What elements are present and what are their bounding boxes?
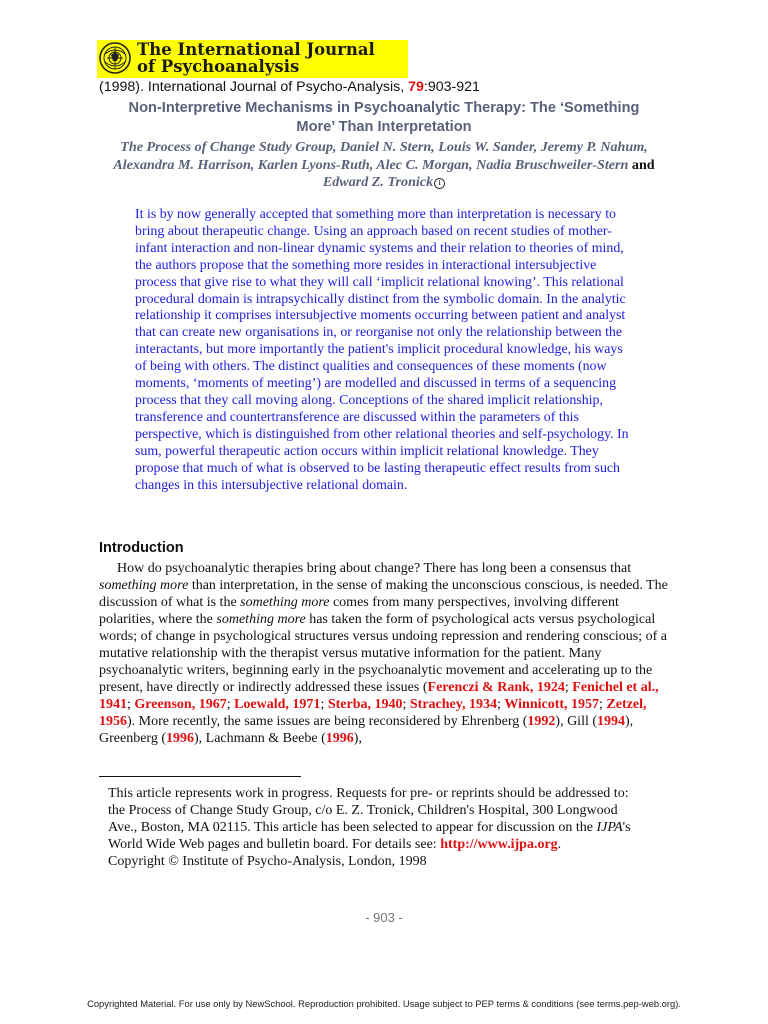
footnote-text: . bbox=[557, 837, 562, 852]
reference-link-fenichel[interactable]: Fenichel et al., 1941 bbox=[99, 680, 659, 712]
intro-text: ), Gill ( bbox=[555, 714, 598, 729]
reference-link-zetzel[interactable]: Zetzel, 1956 bbox=[99, 697, 647, 729]
reference-link-gill[interactable]: 1994 bbox=[597, 714, 626, 729]
reference-link-greenberg[interactable]: 1996 bbox=[166, 731, 194, 746]
footnote-journal-abbrev: IJPA bbox=[596, 820, 623, 835]
journal-name-line2: of Psychoanalysis bbox=[137, 57, 300, 76]
intro-text: comes from many perspectives, involving different polarities, where the bbox=[99, 595, 619, 627]
intro-text: ), Greenberg ( bbox=[99, 714, 634, 746]
article-title-line2: More’ Than Interpretation bbox=[296, 119, 472, 135]
authors-and: and bbox=[631, 156, 655, 173]
reference-link-sterba[interactable]: Sterba, 1940 bbox=[327, 697, 403, 712]
abstract-text: It is by now generally accepted that something more than interpretation is necessary to bring about therapeutic change. Using an approach based on recent studies of mother-infant interaction and non-linear dynamic systems and their relation to theories of mind, the authors propose that the something more resides in interactional intersubjective process that give rise to what they will call ‘implicit relational knowing’. This relational procedural domain is intrapsychically distinct from the symbolic domain. In the analytic relationship it comprises intersubjective moments occurring between patient and analyst that can create new organisations in, or reorganise not only the relationship between the interactants, but more importantly the patient's implicit procedural knowledge, his ways of being with others. The distinct qualities and consequences of these moments (now moments, ‘moments of meeting’) are modelled and discussed in terms of a sequencing process that they call moving along. Conceptions of the shared implicit relationship, transference and countertransference are discussed within the parameters of this perspective, which is distinguished from other relational theories and self-psychology. In sum, powerful therapeutic action occurs within implicit relational knowledge. They propose that much of what is observed to be lasting therapeutic effect results from such changes in this intersubjective relational domain. bbox=[135, 207, 629, 493]
citation-prefix: (1998). International Journal of Psycho-Analysis, bbox=[99, 79, 409, 95]
intro-separator: ; bbox=[226, 697, 235, 712]
intro-text: than interpretation, in the sense of making the unconscious conscious, is needed. The discussion of what is the bbox=[99, 578, 668, 610]
volume-link[interactable]: 79 bbox=[408, 79, 424, 95]
authors-main[interactable]: The Process of Change Study Group, Daniel N. Stern, Louis W. Sander, Jeremy P. Nahum, Alexandra M. Harrison, Karlen Lyons-Ruth, Alec C. Morgan, Nadia Bruschweiler-Stern bbox=[113, 139, 648, 173]
intro-separator: ; bbox=[564, 680, 573, 695]
journal-name bbox=[137, 41, 375, 75]
intro-separator: ; bbox=[497, 697, 505, 712]
intro-separator: ; bbox=[599, 697, 607, 712]
journal-name-line1: The International Journal bbox=[137, 40, 375, 59]
footnote bbox=[108, 785, 648, 870]
page-number: - 903 - bbox=[365, 910, 403, 925]
intro-text: ), bbox=[353, 731, 362, 746]
website-link[interactable]: http://www.ijpa.org bbox=[440, 837, 558, 852]
footnote-text: 's World Wide Web pages and bulletin board. For details see: bbox=[108, 820, 631, 852]
intro-emphasis: something more bbox=[216, 612, 306, 627]
reference-link-winnicott[interactable]: Winnicott, 1957 bbox=[504, 697, 600, 712]
footnote-text: This article represents work in progress. Requests for pre- or reprints should be addressed to: the Process of Change Study Group, c/o E. Z. Tronick, Children's Hospital, 300 Longwood Ave., Boston, MA 02115. This article has been selected to appear for discussion on the bbox=[108, 786, 629, 835]
introduction-paragraph bbox=[99, 560, 671, 747]
citation-pages: :903-921 bbox=[423, 79, 480, 95]
reference-link-ehrenberg[interactable]: 1992 bbox=[527, 714, 556, 729]
intro-text: ). More recently, the same issues are being reconsidered by Ehrenberg ( bbox=[127, 714, 528, 729]
intro-text: ), Lachmann & Beebe ( bbox=[194, 731, 326, 746]
reference-link-greenson[interactable]: Greenson, 1967 bbox=[134, 697, 227, 712]
intro-text: How do psychoanalytic therapies bring about change? There has long been a consensus that bbox=[117, 561, 632, 576]
copyright-notice: Copyrighted Material. For use only by NewSchool. Reproduction prohibited. Usage subject to PEP terms & conditions (see terms.pep-web.org). bbox=[87, 998, 681, 1009]
section-heading-introduction: Introduction bbox=[99, 540, 184, 556]
intro-text: has taken the form of psychological acts versus psychological words; of change in psychological structures versus undoing repression and rendering conscious; of a mutative relationship with the therapist versus mutative information for the patient. Many psychoanalytic writers, beginning early in the psychoanalytic movement and accelerating up to the present, have directly or indirectly addressed these issues ( bbox=[99, 612, 668, 695]
reference-link-loewald[interactable]: Loewald, 1971 bbox=[234, 697, 321, 712]
intro-separator: ; bbox=[127, 697, 135, 712]
author-list bbox=[100, 139, 668, 192]
intro-separator: ; bbox=[402, 697, 410, 712]
intro-emphasis: something more bbox=[99, 578, 189, 593]
journal-logo bbox=[97, 40, 408, 78]
footnote-divider bbox=[99, 776, 301, 777]
author-info-icon[interactable]: i bbox=[434, 178, 445, 189]
reference-link-lachmann-beebe[interactable]: 1996 bbox=[325, 731, 354, 746]
article-title-line1: Non-Interpretive Mechanisms in Psychoanalytic Therapy: The ‘Something bbox=[128, 100, 640, 116]
citation-line bbox=[99, 79, 480, 95]
intro-separator: ; bbox=[320, 697, 328, 712]
reference-link-strachey[interactable]: Strachey, 1934 bbox=[409, 697, 497, 712]
seal-icon bbox=[99, 42, 131, 74]
author-last[interactable]: Edward Z. Tronick bbox=[322, 174, 434, 190]
reference-link-ferenczi-rank[interactable]: Ferenczi & Rank, 1924 bbox=[427, 680, 565, 695]
article-title bbox=[110, 99, 658, 137]
intro-emphasis: something more bbox=[240, 595, 330, 610]
footnote-copyright: Copyright © Institute of Psycho-Analysis, London, 1998 bbox=[108, 854, 427, 869]
